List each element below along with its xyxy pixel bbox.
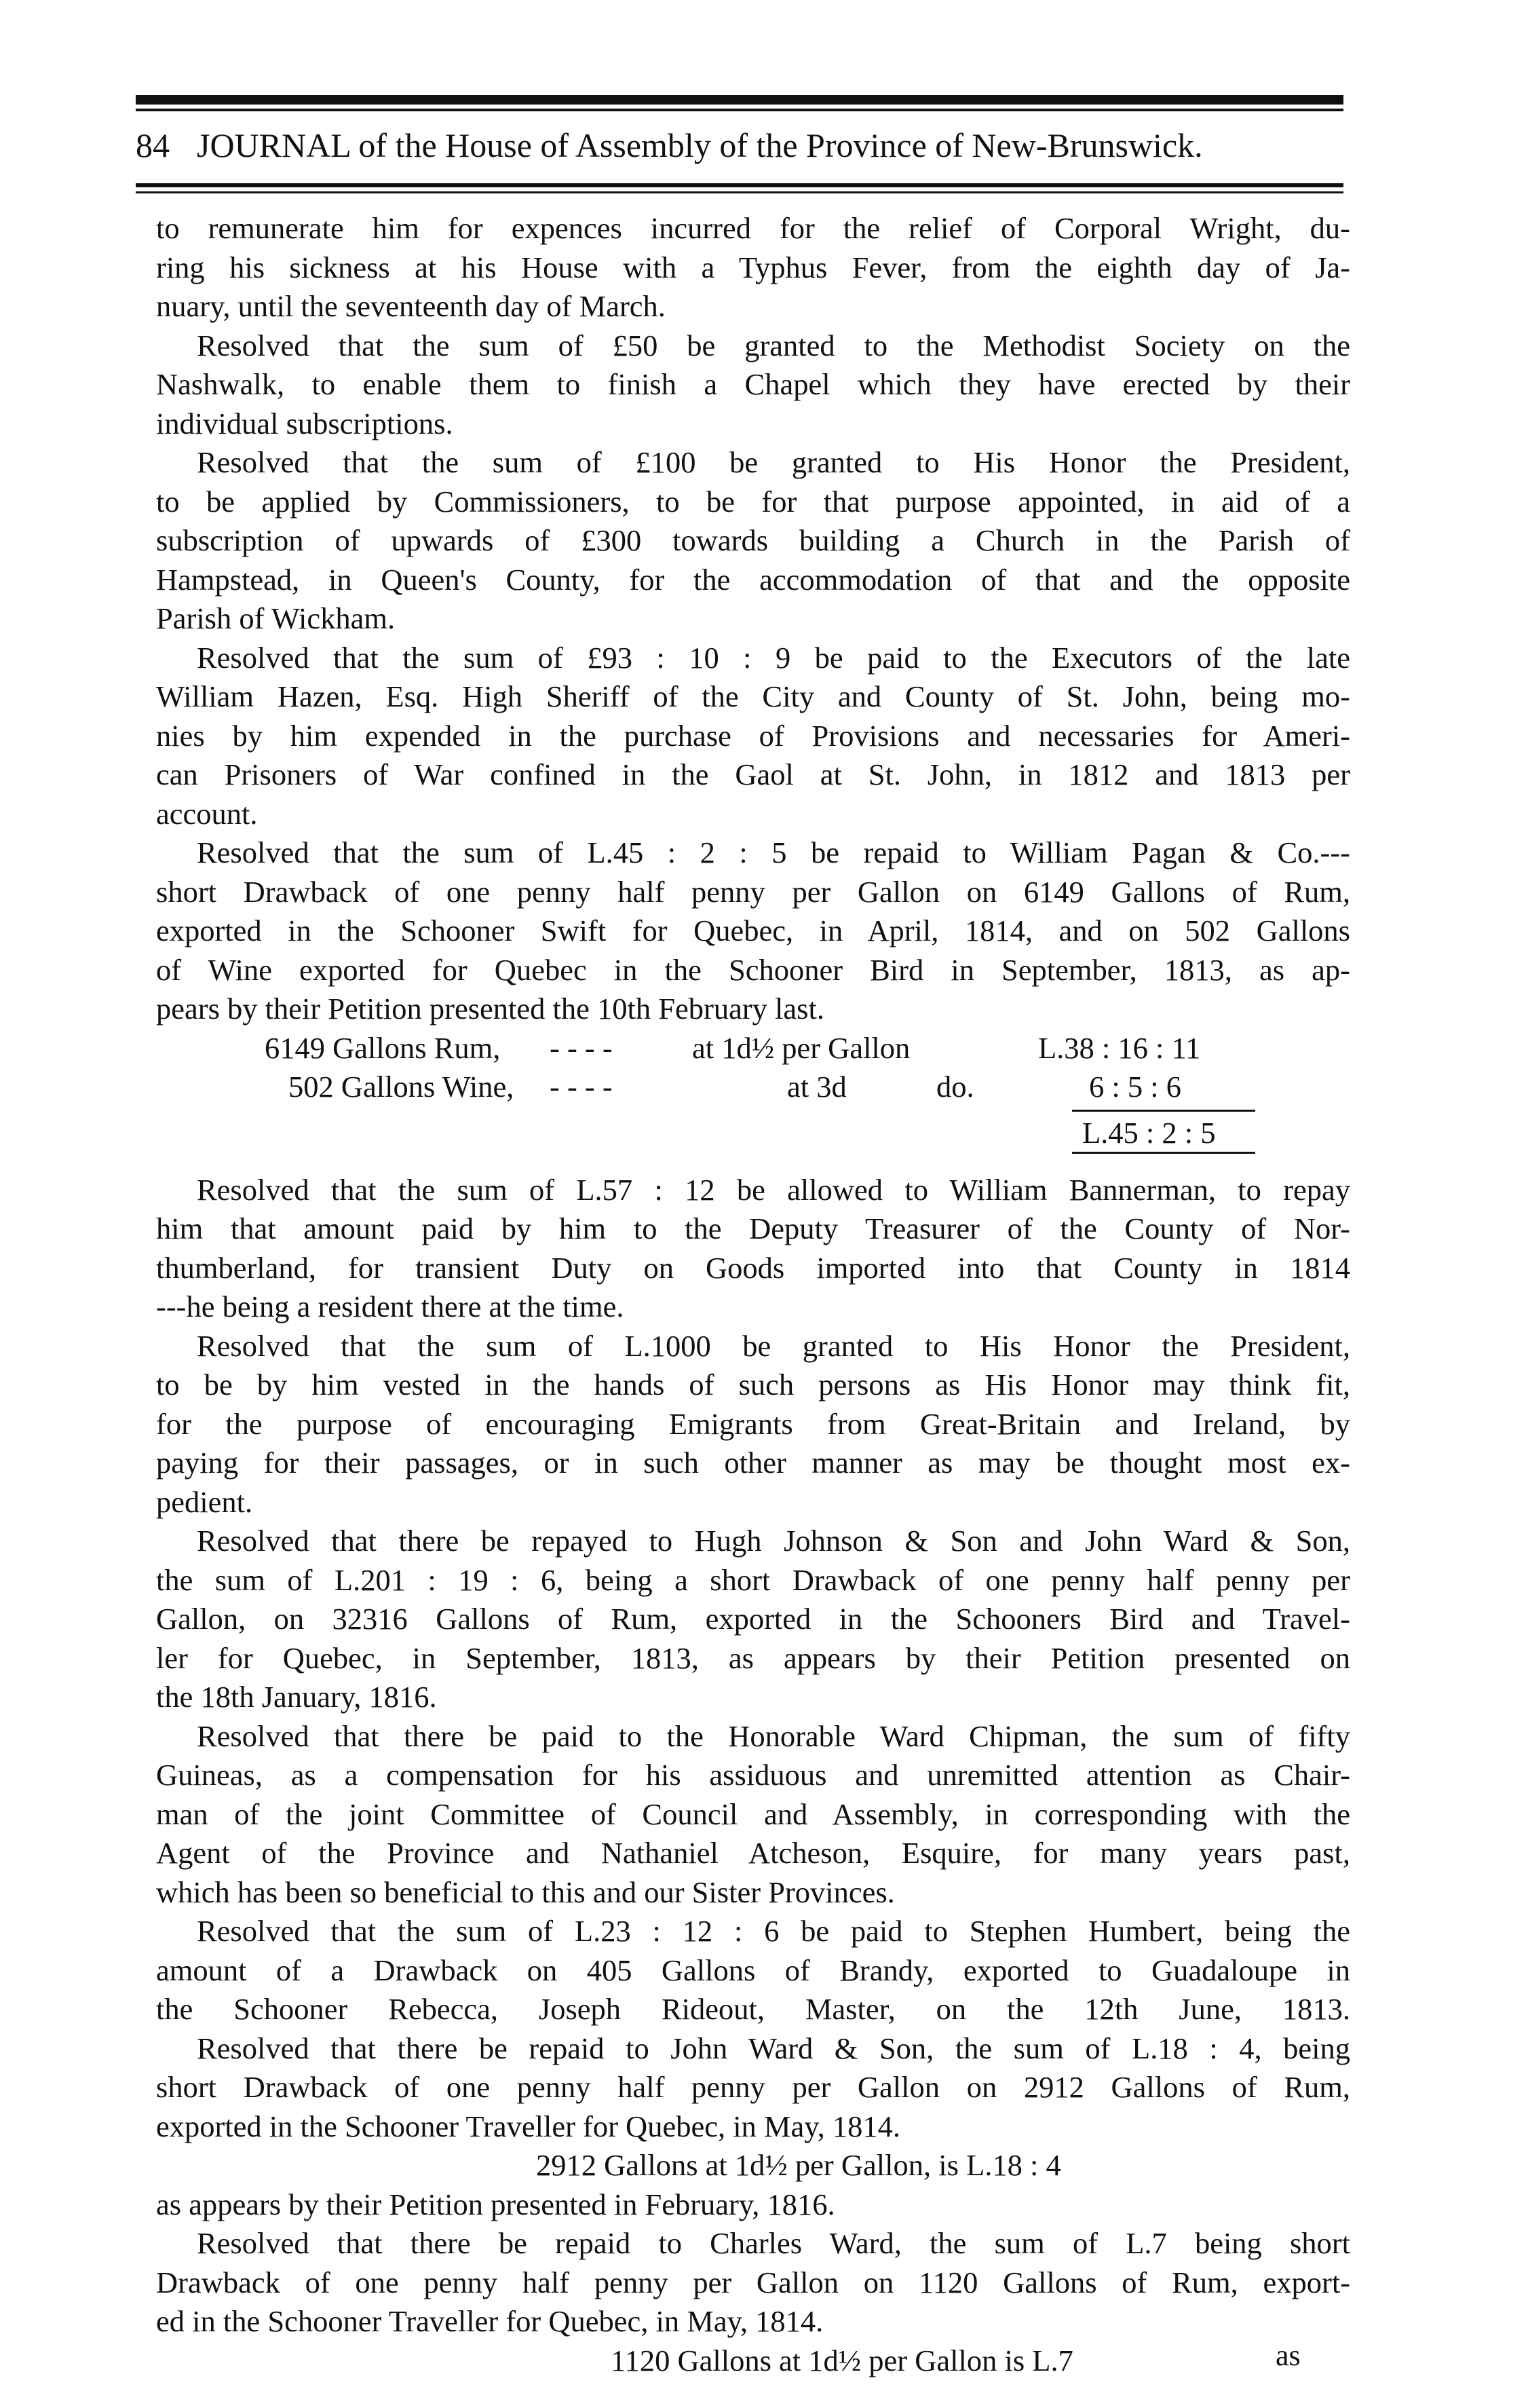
text-line: Hampstead, in Queen's County, for the accommodation of that and the opposite	[156, 562, 1350, 597]
text-line: Resolved that the sum of £50 be granted to the Methodist Society on the	[197, 328, 1350, 362]
text-line: as appears by their Petition presented in February, 1816.	[156, 2187, 835, 2221]
catchword: as	[1276, 2339, 1301, 2372]
text-line: short Drawback of one penny half penny per Gallon on 2912 Gallons of Rum,	[156, 2070, 1350, 2104]
account-total-row	[156, 1107, 1350, 1150]
text-line: man of the joint Committee of Council and Assembly, in corresponding with the	[156, 1796, 1350, 1831]
text-line: ring his sickness at his House with a Typhus Fever, from the eighth day of Ja-	[156, 250, 1350, 284]
text-line: to be applied by Commissioners, to be for that purpose appointed, in aid of a	[156, 484, 1350, 519]
text-line: Resolved that the sum of £93 : 10 : 9 be paid to the Executors of the late	[197, 640, 1350, 675]
text-line: him that amount paid by him to the Deputy Treasurer of the County of Nor-	[156, 1211, 1350, 1245]
text-line: thumberland, for transient Duty on Goods imported into that County in 1814	[156, 1250, 1350, 1285]
account-dashes: - - - -	[550, 1030, 613, 1065]
text-line: Resolved that the sum of L.1000 be granted to His Honor the President,	[197, 1328, 1350, 1363]
running-title: JOURNAL of the House of Assembly of the Province of New-Brunswick.	[197, 126, 1203, 164]
text-line: to be by him vested in the hands of such persons as His Honor may think fit,	[156, 1368, 1350, 1401]
text-line: Gallon, on 32316 Gallons of Rum, exported in the Schooners Bird and Travel-	[156, 1602, 1350, 1636]
total-rule	[1072, 1110, 1255, 1112]
account-amount: L.38 : 16 : 11	[1038, 1030, 1201, 1065]
text-line: Resolved that the sum of L.45 : 2 : 5 be repaid to William Pagan & Co.---	[197, 835, 1350, 869]
header-rule-lower-thin	[136, 191, 1343, 193]
text-line: Drawback of one penny half penny per Gallon on 1120 Gallons of Rum, export-	[156, 2265, 1350, 2299]
text-line: to remunerate him for expences incurred for the relief of Corporal Wright, du-	[156, 211, 1350, 245]
text-line: Resolved that the sum of L.23 : 12 : 6 be paid to Stephen Humbert, being the	[197, 1914, 1350, 1948]
account-label: 502 Gallons Wine,	[288, 1070, 514, 1104]
text-line: the sum of L.201 : 19 : 6, being a short Drawback of one penny half penny per	[156, 1562, 1350, 1597]
text-line: pedient.	[156, 1484, 253, 1519]
account-total: L.45 : 2 : 5	[1082, 1115, 1216, 1150]
text-line: nies by him expended in the purchase of Provisions and necessaries for Ameri-	[156, 718, 1350, 753]
text-line: nuary, until the seventeenth day of March.	[156, 289, 666, 323]
text-line: pears by their Petition presented the 10th February last.	[156, 992, 824, 1026]
text-line: William Hazen, Esq. High Sheriff of the City and County of St. John, being mo-	[156, 679, 1350, 713]
text-line: for the purpose of encouraging Emigrants from Great-Britain and Ireland, by	[156, 1406, 1350, 1441]
text-line: of Wine exported for Quebec in the Schooner Bird in September, 1813, as ap-	[156, 952, 1350, 987]
text-line: Resolved that the sum of L.57 : 12 be allowed to William Bannerman, to repay	[197, 1172, 1350, 1207]
text-line: ---he being a resident there at the time.	[156, 1290, 624, 1323]
account-row-wine	[156, 1068, 1350, 1107]
total-underline	[1072, 1152, 1255, 1154]
text-line: individual subscriptions.	[156, 406, 453, 440]
text-line: paying for their passages, or in such other manner as may be thought most ex-	[156, 1446, 1350, 1480]
text-line: Agent of the Province and Nathaniel Atcheson, Esquire, for many years past,	[156, 1836, 1350, 1870]
text-line: Resolved that there be paid to the Honorable Ward Chipman, the sum of fifty	[197, 1718, 1350, 1753]
account-ditto: do.	[936, 1070, 974, 1104]
text-line: subscription of upwards of £300 towards building a Church in the Parish of	[156, 523, 1350, 557]
text-line: the Schooner Rebecca, Joseph Rideout, Master, on the 12th June, 1813.	[156, 1992, 1350, 2026]
page-body	[156, 209, 1350, 2380]
account-label: 6149 Gallons Rum,	[265, 1030, 501, 1065]
page-number: 84	[136, 126, 170, 164]
text-line: which has been so beneficial to this and our Sister Provinces.	[156, 1875, 895, 1909]
text-line: exported in the Schooner Swift for Quebec, in April, 1814, and on 502 Gallons	[156, 914, 1350, 947]
account-rate: at 1d½ per Gallon	[692, 1030, 911, 1065]
account-rate: at 3d	[787, 1070, 847, 1104]
text-line: Nashwalk, to enable them to finish a Chapel which they have erected by their	[156, 367, 1350, 401]
text-line: Resolved that the sum of £100 be granted to His Honor the President,	[197, 445, 1350, 479]
calculation-line: 1120 Gallons at 1d½ per Gallon is L.7	[611, 2343, 1073, 2377]
text-line: ed in the Schooner Traveller for Quebec, in May, 1814.	[156, 2304, 824, 2338]
text-line: short Drawback of one penny half penny per Gallon on 6149 Gallons of Rum,	[156, 874, 1350, 909]
account-row-rum	[156, 1029, 1350, 1068]
text-line: Guineas, as a compensation for his assiduous and unremitted attention as Chair-	[156, 1758, 1350, 1792]
running-header	[136, 126, 1343, 165]
text-line: Parish of Wickham.	[156, 601, 396, 635]
account-dashes: - - - -	[550, 1070, 613, 1104]
text-line: amount of a Drawback on 405 Gallons of Brandy, exported to Guadaloupe in	[156, 1953, 1350, 1987]
header-rule-thin	[136, 109, 1343, 111]
calculation-line: 2912 Gallons at 1d½ per Gallon, is L.18 : 4	[536, 2148, 1061, 2182]
text-line: can Prisoners of War confined in the Gaol at St. John, in 1812 and 1813 per	[156, 757, 1350, 791]
text-line: exported in the Schooner Traveller for Quebec, in May, 1814.	[156, 2109, 900, 2143]
header-rule-thick	[136, 95, 1343, 105]
text-line: Resolved that there be repaid to John Ward & Son, the sum of L.18 : 4, being	[197, 2031, 1350, 2065]
text-line: the 18th January, 1816.	[156, 1680, 437, 1714]
text-line: account.	[156, 796, 258, 831]
text-line: ler for Quebec, in September, 1813, as appears by their Petition presented on	[156, 1640, 1350, 1675]
account-amount: 6 : 5 : 6	[1089, 1070, 1181, 1104]
header-rule-lower	[136, 183, 1343, 187]
text-line: Resolved that there be repaid to Charles Ward, the sum of L.7 being short	[197, 2226, 1350, 2260]
text-line: Resolved that there be repayed to Hugh Johnson & Son and John Ward & Son,	[197, 1524, 1350, 1558]
